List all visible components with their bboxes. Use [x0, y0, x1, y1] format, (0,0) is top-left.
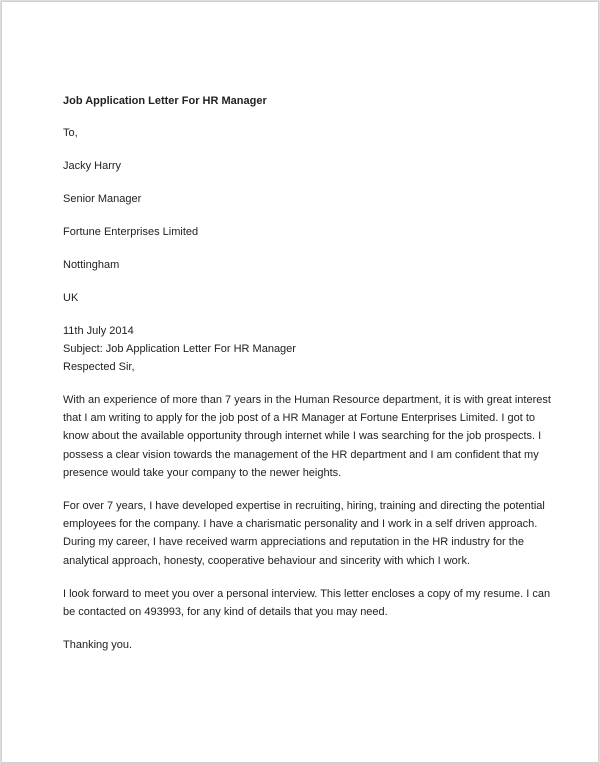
to-line: To, — [63, 127, 78, 139]
paragraph-3: I look forward to meet you over a personal interview. This letter encloses a copy of my resume. I can be contacted on 493993, for any kind of details that you may need. — [63, 587, 551, 619]
document-page — [1, 1, 599, 763]
letter-subject: Subject: Job Application Letter For HR Manager — [63, 343, 296, 355]
salutation: Respected Sir, — [63, 361, 135, 373]
paragraph-2: For over 7 years, I have developed expertise in recruiting, hiring, training and directing the potential employees for the company. I have a charismatic personality and I work in a self driven approach. During my career, I have received warm appreciations and reputation in the HR industry for the analytical approach, honesty, cooperative behaviour and sincerity with which I work. — [63, 500, 545, 567]
recipient-city: Nottingham — [63, 259, 120, 271]
letter-title: Job Application Letter For HR Manager — [63, 95, 267, 107]
letter-body — [63, 92, 563, 654]
closing: Thanking you. — [63, 639, 133, 652]
recipient-country: UK — [63, 292, 79, 304]
paragraph-1: With an experience of more than 7 years in the Human Resource department, it is with great interest that I am writing to apply for the job post of a HR Manager at Fortune Enterprises Limited. I got to know about the available opportunity through internet while I was searching for the job prospects. I possess a clear vision towards the management of the HR department and I am confident that my presence would take your company to the newer heights. — [63, 394, 551, 479]
letter-date: 11th July 2014 — [63, 325, 134, 337]
recipient-position: Senior Manager — [63, 193, 142, 205]
recipient-name: Jacky Harry — [63, 160, 122, 172]
recipient-company: Fortune Enterprises Limited — [63, 226, 199, 238]
